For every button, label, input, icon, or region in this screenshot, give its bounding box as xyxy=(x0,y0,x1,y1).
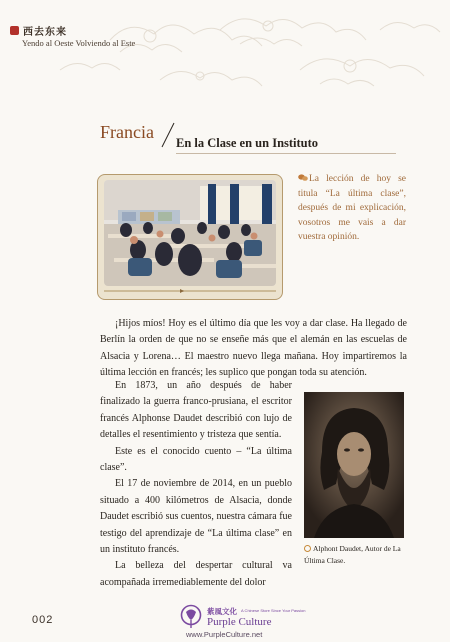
brand-name: Purple Culture xyxy=(207,616,272,628)
daudet-portrait xyxy=(304,392,404,538)
brand-chinese-name: 紫風文化 xyxy=(207,607,237,616)
section-title xyxy=(100,120,410,160)
caption-text: Alphont Daudet, Autor de La Última Clase. xyxy=(304,544,401,565)
classroom-photo xyxy=(104,180,276,286)
classroom-video-frame[interactable] xyxy=(97,174,283,300)
paragraph: El 17 de noviembre de 2014, en un pueblo situado a 400 kilómetros de Alsacia, donde Daudet escribió sus cuentos, nuestra cámara fue testigo del aprendizaje de “La última clase” en un instituto francés. xyxy=(100,478,292,556)
header-title-spanish: Yendo al Oeste Volviendo al Este xyxy=(22,38,136,48)
purple-culture-watermark xyxy=(180,604,310,638)
seal-icon xyxy=(10,26,19,35)
page-number: 002 xyxy=(32,614,54,626)
brand-tagline: A Chinese Store Since Your Passion xyxy=(241,608,306,613)
speech-bubbles-icon xyxy=(298,174,308,182)
brand-url[interactable]: www.PurpleCulture.net xyxy=(186,630,263,639)
body-intro xyxy=(100,316,407,382)
section-subtitle: En la Clase en un Instituto xyxy=(176,136,319,150)
paragraph: En 1873, un año después de haber finalizado la guerra franco-prusiana, el escritor francés Alphonse Daudet describió con lujo de detalles el resentimiento y tristeza que sentía. xyxy=(100,380,292,441)
paragraph: Este es el conocido cuento – “La última clase”. xyxy=(100,445,292,474)
cloud-pattern-decoration xyxy=(0,0,450,120)
slash-divider-icon xyxy=(157,120,177,150)
portrait-caption xyxy=(304,543,408,566)
video-progress-bar[interactable] xyxy=(104,287,276,295)
intro-paragraph: ¡Hijos míos! Hoy es el último día que les voy a dar clase. Ha llegado de Berlín la orden de que no se enseñe más que el alemán en las escuelas de Alsacia y Lorena… El maestro nuevo llega mañana. Hoy impartiremos la última lección en francés; les suplico que pongan toda su atención. xyxy=(100,318,407,379)
body-column xyxy=(100,378,292,591)
play-arrow-icon[interactable] xyxy=(180,289,184,293)
quote-block xyxy=(298,172,406,245)
quote-text: La lección de hoy se titula “La última clase”, después de mi explicación, vosotros me vais a dar vuestra opinión. xyxy=(298,174,406,242)
paragraph: La belleza del despertar cultural va acompañada irremediablemente del dolor xyxy=(100,560,292,588)
header-title-chinese: 西去东来 xyxy=(23,27,67,38)
section-title-main: Francia xyxy=(100,122,154,142)
title-underline xyxy=(176,153,396,154)
caption-bullet-icon xyxy=(304,545,311,552)
purple-culture-logo-icon xyxy=(180,604,202,630)
